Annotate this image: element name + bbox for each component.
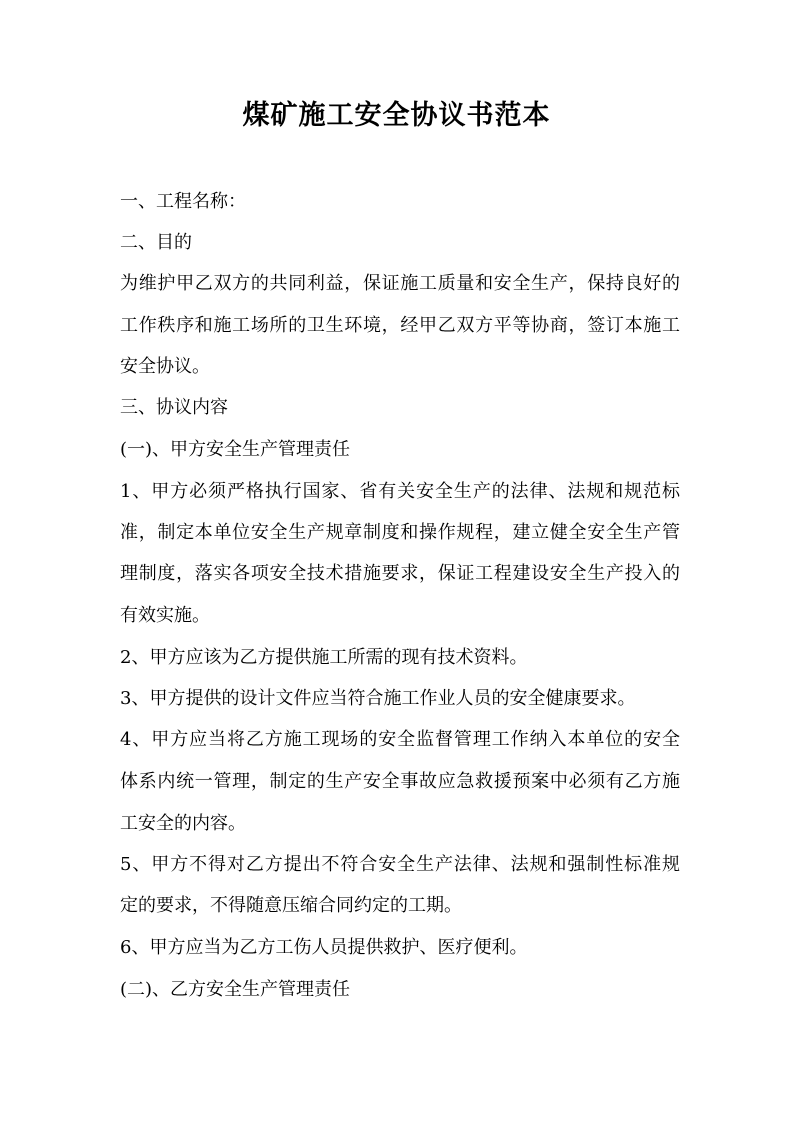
clause-line: 5、甲方不得对乙方提出不符合安全生产法律、法规和强制性标准规 <box>120 854 680 875</box>
clause-line: 理制度，落实各项安全技术措施要求，保证工程建设安全生产投入的 <box>120 563 680 584</box>
clause-line: 6、甲方应当为乙方工伤人员提供救护、医疗便利。 <box>120 937 528 958</box>
clause-line: 1、甲方必须严格执行国家、省有关安全生产的法律、法规和规范标 <box>120 481 680 502</box>
section-heading-project-name: 一、工程名称： <box>120 191 246 212</box>
clause-line: 准，制定本单位安全生产规章制度和操作规程，建立健全安全生产管 <box>120 522 680 543</box>
document-title: 煤矿施工安全协议书范本 <box>242 100 551 131</box>
clause-line: 定的要求，不得随意压缩合同约定的工期。 <box>120 895 462 916</box>
clause-line: 4、甲方应当将乙方施工现场的安全监督管理工作纳入本单位的安全 <box>120 729 680 750</box>
clause-line: 体系内统一管理，制定的生产安全事故应急救援预案中必须有乙方施 <box>120 771 680 792</box>
paragraph-line: 安全协议。 <box>120 356 210 377</box>
clause-line: 2、甲方应该为乙方提供施工所需的现有技术资料。 <box>120 647 528 668</box>
clause-line: 工安全的内容。 <box>120 813 246 834</box>
paragraph-line: 为维护甲乙双方的共同利益，保证施工质量和安全生产，保持良好的 <box>120 273 680 294</box>
subsection-heading-party-b: (二)、乙方安全生产管理责任 <box>120 979 351 1000</box>
subsection-heading-party-a: (一)、甲方安全生产管理责任 <box>120 439 351 460</box>
section-heading-purpose: 二、目的 <box>120 232 192 253</box>
paragraph-line: 工作秩序和施工场所的卫生环境，经甲乙双方平等协商，签订本施工 <box>120 315 680 336</box>
clause-line: 3、甲方提供的设计文件应当符合施工作业人员的安全健康要求。 <box>120 688 636 709</box>
clause-line: 有效实施。 <box>120 605 210 626</box>
section-heading-agreement-content: 三、协议内容 <box>120 397 228 418</box>
